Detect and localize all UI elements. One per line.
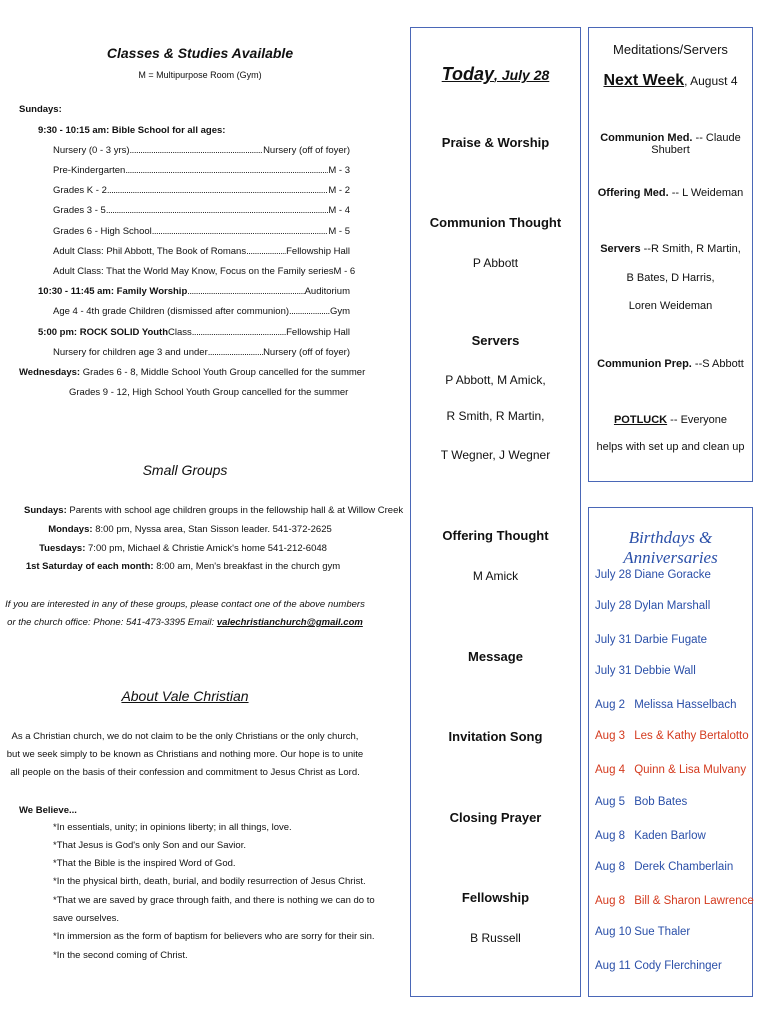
servers-line-2: R Smith, R Martin, [446, 409, 545, 423]
birthday-item [595, 699, 736, 711]
class-row: Nursery (0 - 3 yrs) ..... Nursery (off of foyer) [53, 145, 350, 156]
item-name: Melissa Hasselbach [634, 699, 737, 711]
bible-school-time: 9:30 - 10:15 am: Bible School for all ages: [38, 125, 226, 136]
belief-item: *In immersion as the form of baptism for believers who are sorry for their sin. [53, 931, 375, 942]
order-of-worship-panel [410, 27, 581, 997]
class-row: Pre-Kindergarten ..... M - 3 [53, 165, 350, 176]
next-week-heading [589, 72, 752, 90]
anniversary-item [595, 895, 754, 907]
offering-heading: Offering Thought [442, 528, 549, 543]
class-row: Adult Class: That the World May Know, Focus on the Family series M - 6 [53, 266, 356, 277]
belief-item: *That we are saved by grace through faith, and there is nothing we can do to [53, 895, 375, 906]
class-row: Grades 3 - 5 ..... M - 4 [53, 205, 350, 216]
sg-sundays: Sundays: Parents with school age children groups in the fellowship hall & at Willow Creek [24, 505, 404, 516]
we-believe-label: We Believe... [19, 805, 77, 816]
class-row: Adult Class: Phil Abbott, The Book of Romans ..... Fellowship Hall [53, 246, 350, 257]
belief-item: save ourselves. [53, 913, 120, 924]
belief-item: *In the second coming of Christ. [53, 950, 188, 961]
item-date: July 31 [595, 634, 632, 646]
communion-prep: Communion Prep. --S Abbott [597, 358, 744, 370]
item-date: Aug 8 [595, 861, 626, 873]
small-groups-title: Small Groups [142, 462, 228, 478]
today-label: Today [441, 64, 495, 84]
class-row: Grades 6 - High School ..... M - 5 [53, 226, 350, 237]
about-line-3: all people on the basis of their confession and commitment to Jesus Christ as Lord. [10, 767, 360, 778]
sg-saturday: 1st Saturday of each month: 8:00 am, Men's breakfast in the church gym [25, 561, 341, 572]
classes-title: Classes & Studies Available [106, 45, 294, 61]
item-date: Aug 8 [595, 830, 626, 842]
belief-item: *That the Bible is the inspired Word of God. [53, 858, 236, 869]
about-line-1: As a Christian church, we do not claim to be the only Christians or the only church, [11, 731, 359, 742]
birthday-item [595, 634, 707, 646]
next-servers-2: B Bates, D Harris, [626, 272, 715, 284]
meditations-title: Meditations/Servers [613, 42, 728, 57]
today-date: , July 28 [494, 67, 550, 83]
item-date: Aug 2 [595, 699, 626, 711]
next-week-date: , August 4 [684, 74, 738, 88]
invitation-heading: Invitation Song [448, 729, 543, 744]
family-worship-row: 10:30 - 11:45 am: Family Worship ..... Auditorium [38, 286, 350, 297]
item-date: Aug 5 [595, 796, 626, 808]
wednesdays-row: Wednesdays: Grades 6 - 8, Middle School Youth Group cancelled for the summer [19, 367, 366, 378]
birthday-item [595, 600, 710, 612]
item-name: Darbie Fugate [634, 634, 708, 646]
about-title: About Vale Christian [121, 688, 249, 704]
potluck: POTLUCK -- Everyone [613, 414, 728, 426]
item-name: Bill & Sharon Lawrence [634, 895, 754, 907]
item-name: Derek Chamberlain [634, 861, 734, 873]
meditations-panel [588, 27, 753, 482]
item-name: Quinn & Lisa Mulvany [634, 764, 747, 776]
fellowship-heading: Fellowship [461, 890, 530, 905]
birthday-item [595, 665, 696, 677]
item-date: Aug 8 [595, 895, 626, 907]
belief-item: *That Jesus is God's only Son and our Savior. [53, 840, 246, 851]
contact-line-2: or the church office: Phone: 541-473-3395 Email: valechristianchurch@gmail.com [7, 617, 363, 628]
servers-heading: Servers [471, 333, 520, 348]
birthday-item [595, 960, 722, 972]
item-name: Sue Thaler [634, 926, 691, 938]
sundays-label: Sundays: [19, 104, 62, 115]
item-date: Aug 10 [595, 926, 632, 938]
item-date: July 28 [595, 600, 632, 612]
item-name: Diane Goracke [634, 569, 711, 581]
youth-row: 5:00 pm: ROCK SOLID Youth Class ..... Fellowship Hall [38, 327, 350, 338]
age-row: Age 4 - 4th grade Children (dismissed after communion) ..... Gym [53, 306, 350, 317]
birthdays-title: Birthdays & Anniversaries [623, 528, 718, 567]
birthdays-panel [588, 507, 753, 997]
next-servers-3: Loren Weideman [628, 300, 713, 312]
item-date: July 31 [595, 665, 632, 677]
potluck-note: helps with set up and clean up [596, 441, 745, 453]
item-date: Aug 4 [595, 764, 626, 776]
fellowship-name: B Russell [470, 931, 521, 945]
praise-heading: Praise & Worship [441, 135, 550, 150]
offering-med: Offering Med. -- L Weideman [597, 187, 744, 199]
item-name: Kaden Barlow [634, 830, 706, 842]
item-name: Bob Bates [634, 796, 688, 808]
nursery-evening-row: Nursery for children age 3 and under ..... Nursery (off of foyer) [53, 347, 350, 358]
birthday-item [595, 926, 690, 938]
birthday-item [595, 861, 733, 873]
next-servers-1: Servers --R Smith, R Martin, [600, 243, 741, 255]
sg-mondays: Mondays: 8:00 pm, Nyssa area, Stan Sisson leader. 541-372-2625 [48, 524, 332, 535]
sg-tuesdays: Tuesdays: 7:00 pm, Michael & Christie Amick's home 541-212-6048 [39, 543, 327, 554]
today-heading [411, 64, 580, 85]
servers-line-3: T Wegner, J Wegner [440, 448, 551, 462]
item-date: Aug 11 [595, 960, 631, 972]
classes-subtitle: M = Multipurpose Room (Gym) [138, 70, 262, 80]
anniversary-item [595, 730, 749, 742]
item-name: Les & Kathy Bertalotto [634, 730, 749, 742]
item-date: Aug 3 [595, 730, 626, 742]
belief-item: *In essentials, unity; in opinions liberty; in all things, love. [53, 822, 292, 833]
next-week-label: Next Week [603, 72, 685, 89]
communion-name: P Abbott [472, 256, 519, 270]
class-row: Grades K - 2 ..... M - 2 [53, 185, 350, 196]
item-name: Debbie Wall [634, 665, 696, 677]
communion-heading: Communion Thought [429, 215, 562, 230]
email-link[interactable]: valechristianchurch@gmail.com [216, 617, 363, 628]
item-name: Dylan Marshall [634, 600, 711, 612]
communion-med: Communion Med. -- Claude Shubert [600, 132, 741, 156]
anniversary-item [595, 764, 746, 776]
birthday-item [595, 830, 706, 842]
closing-heading: Closing Prayer [449, 810, 542, 825]
contact-line-1: If you are interested in any of these groups, please contact one of the above numbers [5, 599, 365, 610]
birthday-item [595, 569, 711, 581]
offering-name: M Amick [472, 569, 519, 583]
servers-line-1: P Abbott, M Amick, [445, 373, 546, 387]
item-name: Cody Flerchinger [634, 960, 722, 972]
item-date: July 28 [595, 569, 632, 581]
about-line-2: but we seek simply to be known as Christians and nothing more. Our hope is to unite [6, 749, 364, 760]
message-heading: Message [468, 649, 523, 664]
wednesdays-row-2: Grades 9 - 12, High School Youth Group cancelled for the summer [69, 387, 349, 398]
birthday-item [595, 796, 687, 808]
belief-item: *In the physical birth, death, burial, and bodily resurrection of Jesus Christ. [53, 876, 366, 887]
